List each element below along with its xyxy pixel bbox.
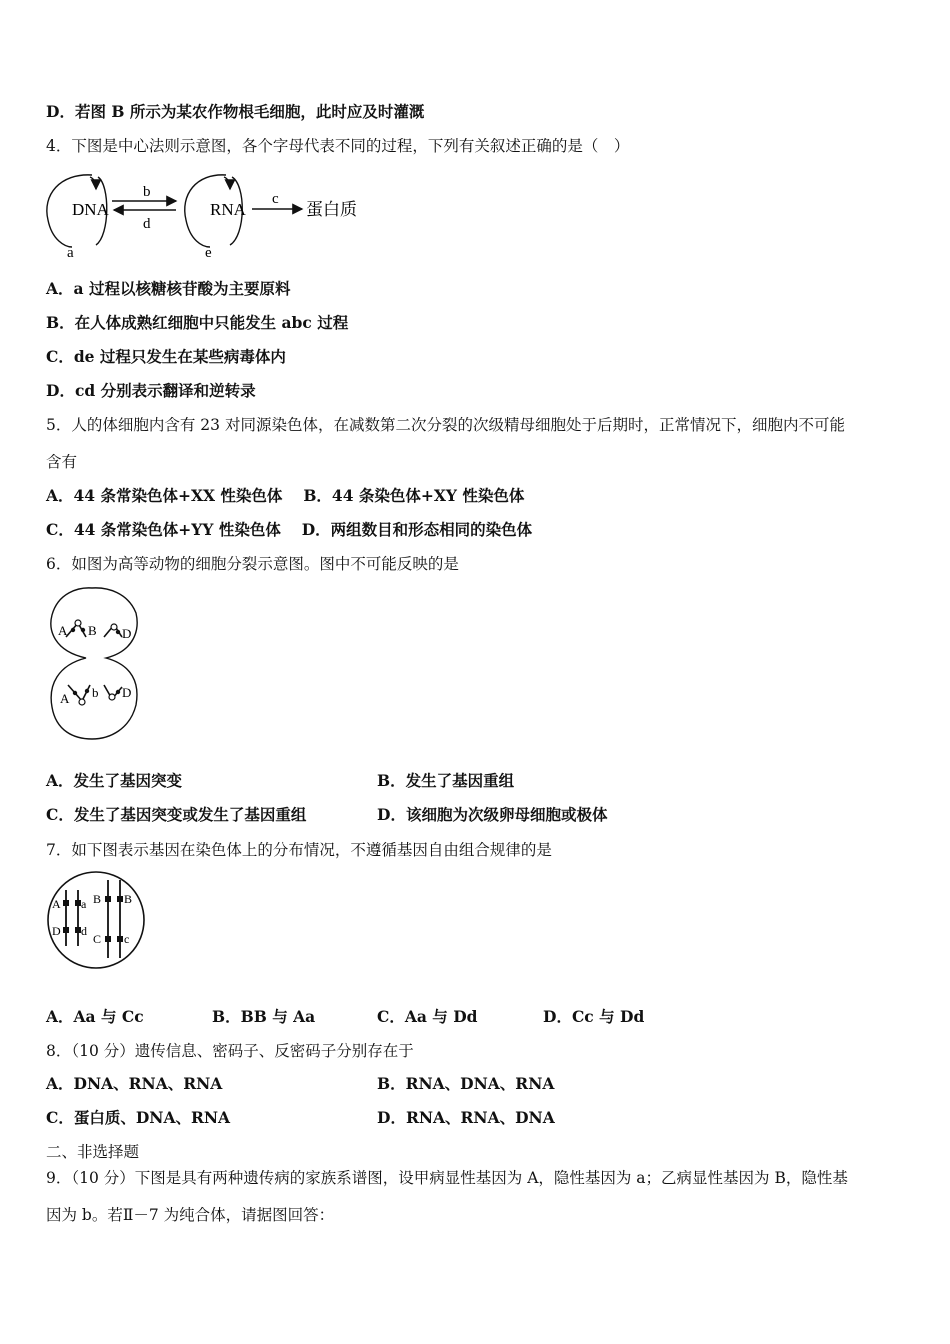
q9-stem-line2: 因为 b。若Ⅱ－7 为纯合体，请据图回答： — [46, 1206, 335, 1224]
central-dogma-diagram — [40, 165, 380, 265]
q6-option-c: C．发生了基因突变或发生了基因重组 — [46, 805, 307, 824]
q7-stem: 7．如下图表示基因在染色体上的分布情况，不遵循基因自由组合规律的是 — [46, 841, 552, 859]
q8-option-b: B．RNA、DNA、RNA — [377, 1074, 555, 1093]
q3-option-d: D．若图 B 所示为某农作物根毛细胞，此时应及时灌溉 — [46, 102, 425, 121]
q7-option-a: A．Aa 与 Cc — [46, 1007, 144, 1026]
cell-division-diagram — [46, 585, 146, 745]
q6-option-d: D．该细胞为次级卵母细胞或极体 — [377, 805, 608, 824]
q5-stem-line1: 5．人的体细胞内含有 23 对同源染色体，在减数第二次分裂的次级精母细胞处于后期时，正常情况下，细胞内不可能 — [46, 416, 845, 434]
svg-text:a: a — [81, 897, 87, 911]
svg-text:D: D — [122, 626, 132, 641]
q7-option-d: D．Cc 与 Dd — [543, 1007, 645, 1026]
q5-options-cd: C．44 条常染色体+YY 性染色体 D．两组数目和形态相同的染色体 — [46, 520, 533, 539]
q8-option-d: D．RNA、RNA、DNA — [377, 1108, 555, 1127]
q5-options-ab: A．44 条常染色体+XX 性染色体 B．44 条染色体+XY 性染色体 — [46, 486, 525, 505]
q4-option-b: B．在人体成熟红细胞中只能发生 abc 过程 — [46, 313, 349, 332]
q7-option-b: B．BB 与 Aa — [212, 1007, 316, 1026]
q9-stem-line1: 9．（10 分）下图是具有两种遗传病的家族系谱图，设甲病显性基因为 A，隐性基因为 a；乙病显性基因为 B，隐性基 — [46, 1169, 848, 1187]
rna-label: RNA — [210, 200, 246, 219]
svg-text:A: A — [58, 623, 68, 638]
svg-text:c: c — [124, 932, 130, 946]
svg-text:A: A — [52, 897, 61, 911]
svg-text:B: B — [124, 892, 133, 906]
svg-text:D: D — [52, 924, 61, 938]
q8-option-a: A．DNA、RNA、RNA — [46, 1074, 223, 1093]
label-e: e — [205, 245, 212, 261]
q5-stem-line2: 含有 — [46, 453, 78, 471]
svg-text:C: C — [93, 932, 102, 946]
svg-text:d: d — [81, 924, 87, 938]
label-d: d — [143, 216, 151, 232]
q8-stem: 8．（10 分）遗传信息、密码子、反密码子分别存在于 — [46, 1042, 414, 1060]
q7-option-c: C．Aa 与 Dd — [377, 1007, 478, 1026]
q6-stem: 6．如图为高等动物的细胞分裂示意图。图中不可能反映的是 — [46, 555, 459, 573]
section-heading: 二、非选择题 — [46, 1143, 140, 1161]
gene-chromosome-diagram — [44, 870, 150, 972]
svg-text:B: B — [93, 892, 102, 906]
q6-option-b: B．发生了基因重组 — [377, 771, 515, 790]
dna-label: DNA — [72, 200, 109, 219]
svg-text:A: A — [60, 691, 70, 706]
label-c: c — [272, 191, 279, 207]
q4-option-d: D．cd 分别表示翻译和逆转录 — [46, 381, 256, 400]
q4-option-c: C．de 过程只发生在某些病毒体内 — [46, 347, 286, 366]
svg-text:D: D — [122, 685, 132, 700]
q4-option-a: A．a 过程以核糖核苷酸为主要原料 — [46, 279, 291, 298]
protein-label: 蛋白质 — [306, 200, 357, 219]
label-a: a — [67, 245, 74, 261]
q8-option-c: C．蛋白质、DNA、RNA — [46, 1108, 231, 1127]
q4-stem: 4．下图是中心法则示意图，各个字母代表不同的过程，下列有关叙述正确的是（ ） — [46, 137, 630, 155]
svg-text:b: b — [92, 685, 99, 700]
label-b: b — [143, 184, 151, 200]
svg-text:B: B — [88, 623, 97, 638]
q6-option-a: A．发生了基因突变 — [46, 771, 183, 790]
